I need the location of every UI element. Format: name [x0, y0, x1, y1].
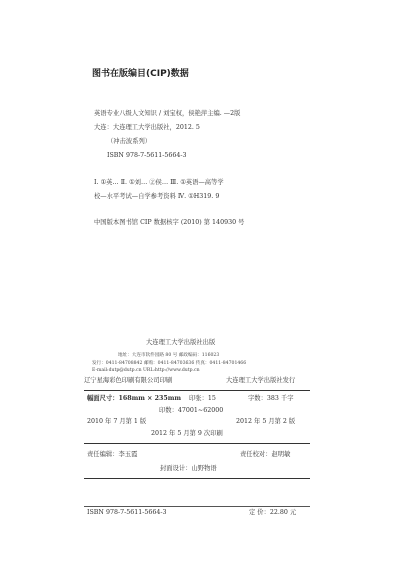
distributor-name: 大连理工大学出版社发行 — [226, 377, 296, 384]
cip-isbn: ISBN 978-7-5611-5664-3 — [107, 152, 187, 159]
cip-heading: 图书在版编目(CIP)数据 — [92, 69, 189, 79]
cip-classification-line-1: Ⅰ. ①英… Ⅱ. ①刘… ②侯… Ⅲ. ①英语—高等学 — [94, 179, 224, 186]
word-count: 字数：383 千字 — [248, 395, 294, 402]
responsible-proofreader: 责任校对：赵明敏 — [240, 451, 291, 458]
print-run: 印数：47001~62000 — [159, 407, 224, 414]
publisher-phones: 发行：0411-84708842 邮购：0411-84703636 传真：0411-84701466 — [92, 361, 247, 366]
divider — [84, 390, 310, 391]
printer-name: 辽宁星海彩色印刷有限公司印刷 — [84, 377, 173, 384]
divider — [84, 443, 310, 444]
price: 定 价：22.80 元 — [249, 509, 297, 516]
cip-series-line: （冲击波系列） — [107, 138, 152, 145]
first-edition: 2010 年 7 月第 1 版 — [87, 418, 147, 425]
footer-isbn: ISBN 978-7-5611-5664-3 — [87, 509, 167, 516]
cover-designer: 封面设计：山野物语 — [160, 465, 217, 472]
publisher-contact: E-mail:dutp@dutp.cn URL:http://www.dutp.cn — [92, 368, 200, 373]
cip-core-number: 中国版本图书馆 CIP 数据核字 (2010) 第 140930 号 — [94, 219, 245, 226]
responsible-editor: 责任编辑：李玉霞 — [87, 451, 138, 458]
format-size: 幅面尺寸：168mm × 235mm — [87, 395, 182, 402]
publisher-address: 地址：大连市软件园路 80 号 邮政编码：116023 — [118, 353, 220, 358]
cip-classification-line-2: 校—水平考试—自学参考资料 Ⅳ. ①H319. 9 — [94, 193, 220, 200]
publisher-name: 大连理工大学出版社出版 — [146, 339, 216, 346]
print-sheets: 印张：15 — [189, 395, 216, 402]
divider — [84, 506, 310, 507]
cip-publisher-line: 大连：大连理工大学出版社，2012. 5 — [94, 124, 200, 131]
second-edition: 2012 年 5 月第 2 版 — [236, 418, 296, 425]
cip-title-line: 英语专业八级人文知识 / 刘宝权，侯艳萍主编. —2版 — [94, 110, 241, 117]
printing-count: 2012 年 5 月第 9 次印刷 — [151, 430, 223, 437]
divider — [84, 478, 310, 479]
